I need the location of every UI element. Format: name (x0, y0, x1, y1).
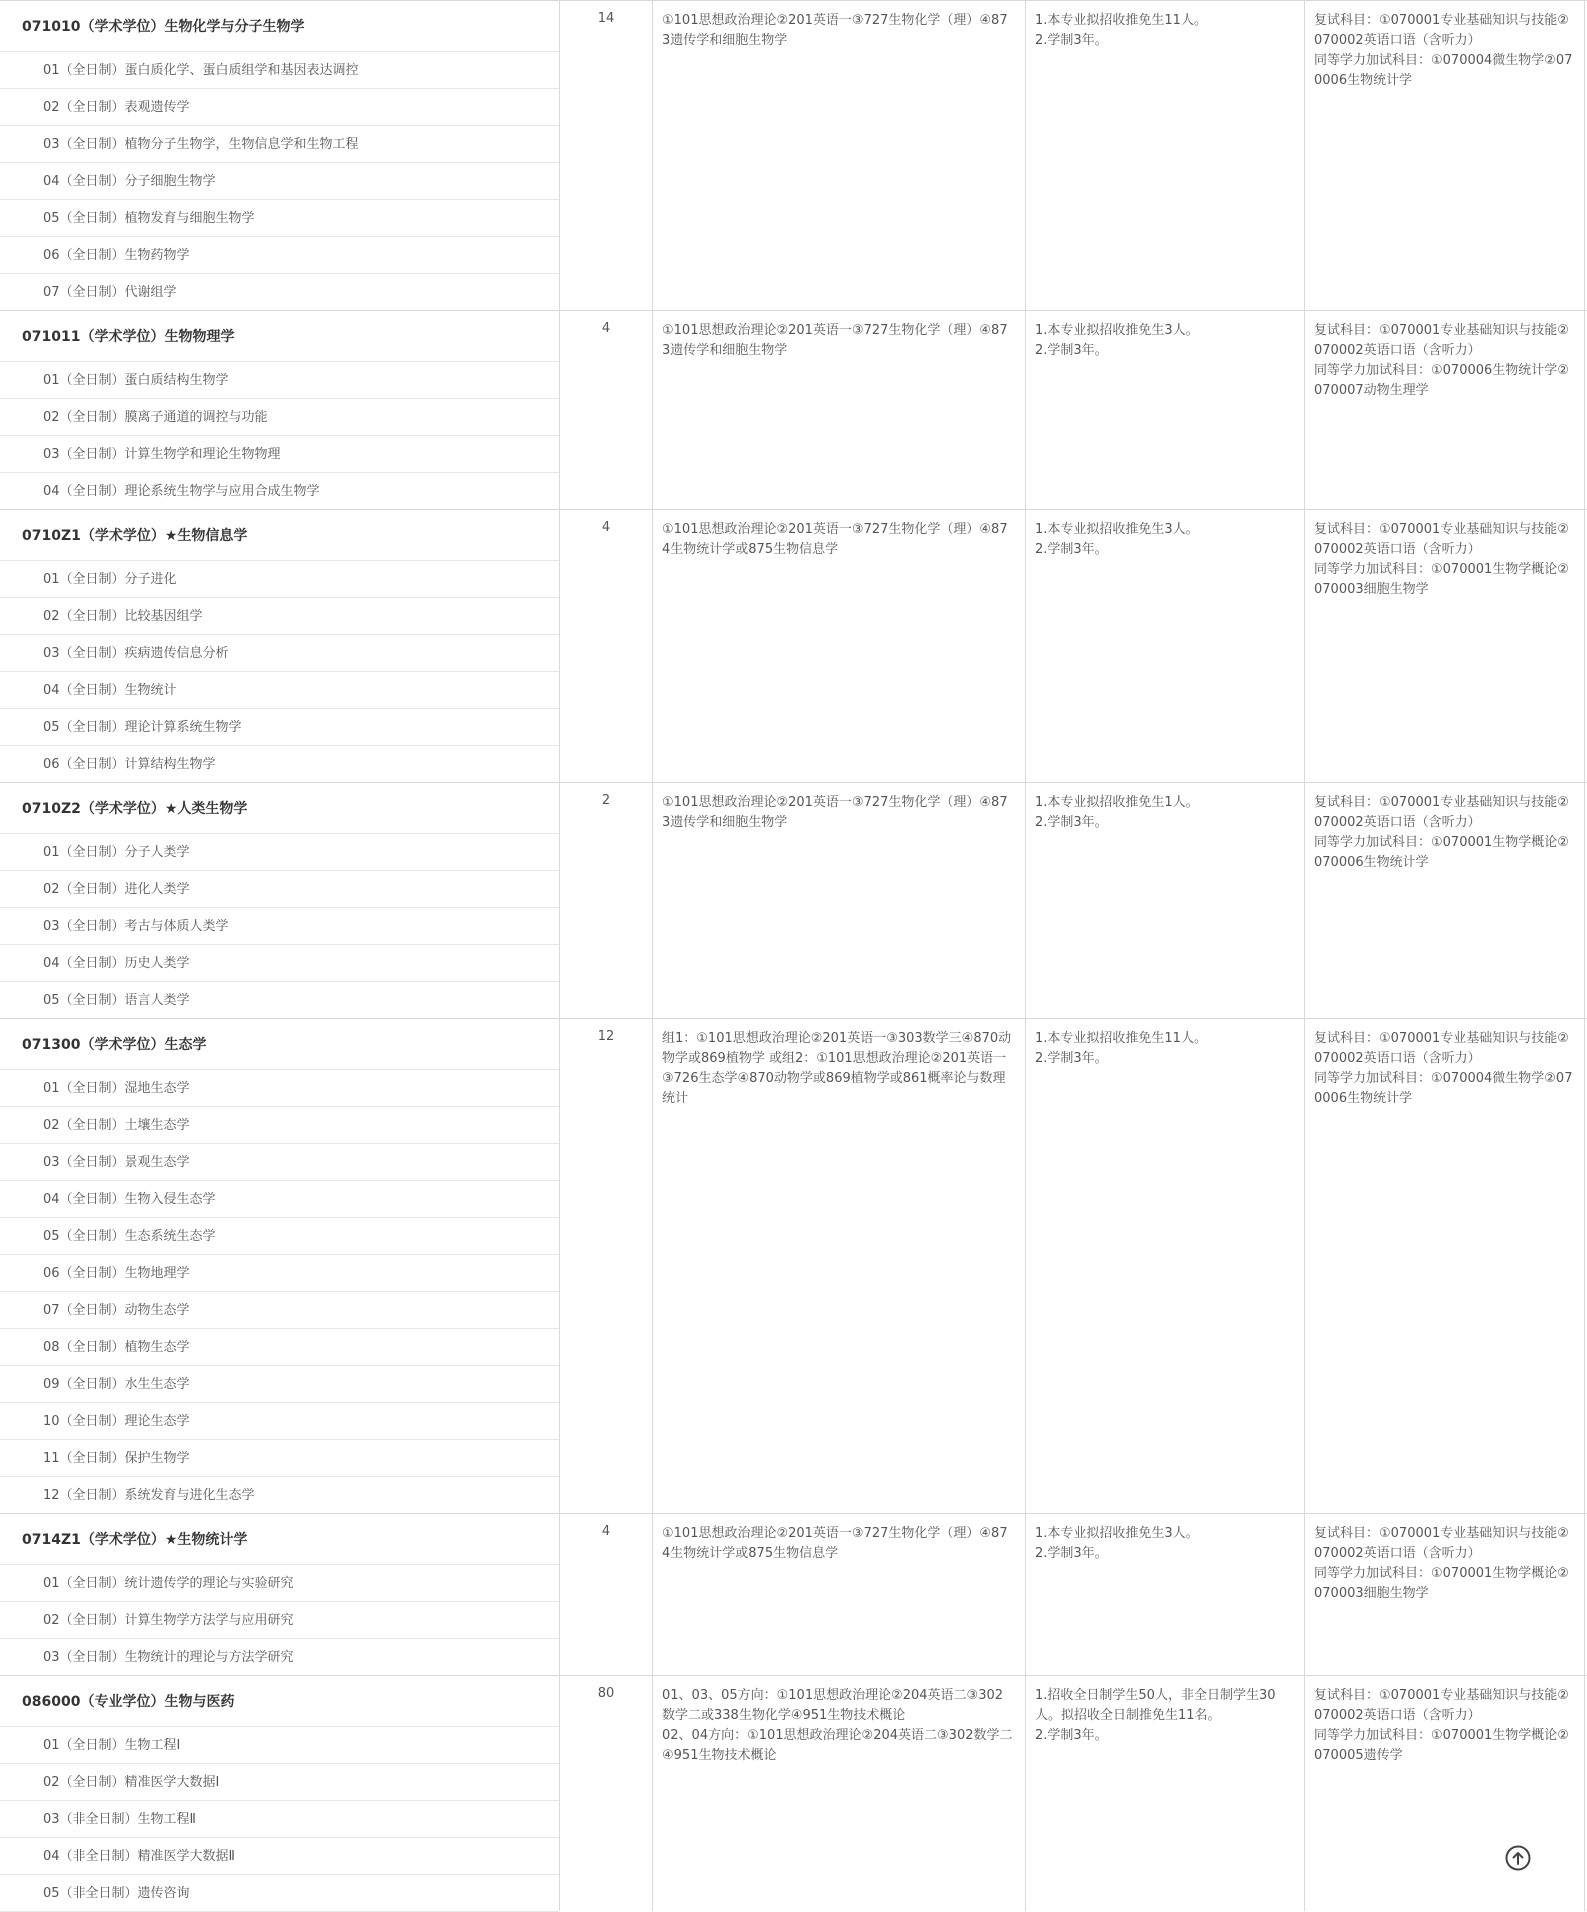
research-direction: 03（非全日制）生物工程Ⅱ (0, 1801, 559, 1838)
exam-subjects (653, 783, 1025, 833)
retest-line: 同等学力加试科目：①070001生物学概论②070006生物统计学 (1314, 835, 1569, 870)
quota-count: 4 (601, 1524, 611, 1539)
exam-subjects (653, 1, 1025, 51)
retest-line: 同等学力加试科目：①070001生物学概论②070003细胞生物学 (1314, 1566, 1569, 1601)
retest-line: 复试科目：①070001专业基础知识与技能②070002英语口语（含听力） (1314, 323, 1569, 358)
research-direction: 06（全日制）生物地理学 (0, 1255, 559, 1292)
table-right-border (1584, 510, 1585, 782)
note-line: 2.学制3年。 (1035, 1546, 1108, 1561)
quota-cell (560, 510, 653, 782)
exam-line: 02、04方向：①101思想政治理论②204英语二③302数学二④951生物技术概论 (662, 1728, 1013, 1763)
research-direction: 02（全日制）膜离子通道的调控与功能 (0, 399, 559, 436)
major-cell (0, 311, 560, 509)
major-cell (0, 1514, 560, 1675)
table-section (0, 1675, 1587, 1911)
note-line: 1.本专业拟招收推免生11人。 (1035, 1031, 1207, 1046)
table-section (0, 1018, 1587, 1513)
research-direction: 09（全日制）水生生态学 (0, 1366, 559, 1403)
table-section (0, 509, 1587, 782)
research-direction: 01（全日制）湿地生态学 (0, 1070, 559, 1107)
retest-subjects (1305, 1019, 1587, 1109)
quota-cell (560, 783, 653, 1018)
research-direction: 06（全日制）计算结构生物学 (0, 746, 559, 783)
table-right-border (1584, 1019, 1585, 1513)
quota-count: 14 (597, 11, 615, 26)
notes-text (1026, 783, 1304, 833)
note-line: 1.招收全日制学生50人，非全日制学生30人。拟招收全日制推免生11名。 (1035, 1688, 1276, 1723)
note-line: 2.学制3年。 (1035, 542, 1108, 557)
notes-cell (1026, 510, 1305, 782)
retest-line: 同等学力加试科目：①070001生物学概论②070005遗传学 (1314, 1728, 1569, 1763)
table-right-border (1584, 1514, 1585, 1675)
table-section (0, 310, 1587, 509)
research-direction: 05（全日制）生态系统生态学 (0, 1218, 559, 1255)
research-direction: 04（全日制）生物统计 (0, 672, 559, 709)
research-direction: 03（全日制）植物分子生物学，生物信息学和生物工程 (0, 126, 559, 163)
exam-cell (653, 510, 1026, 782)
notes-cell (1026, 1019, 1305, 1513)
table-right-border (1584, 783, 1585, 1018)
quota-cell (560, 311, 653, 509)
research-direction: 11（全日制）保护生物学 (0, 1440, 559, 1477)
quota-count: 2 (601, 793, 611, 808)
exam-line: ①101思想政治理论②201英语一③727生物化学（理）④873遗传学和细胞生物学 (662, 323, 1008, 358)
research-direction: 03（全日制）计算生物学和理论生物物理 (0, 436, 559, 473)
exam-line: ①101思想政治理论②201英语一③727生物化学（理）④874生物统计学或875生物信息学 (662, 522, 1008, 557)
retest-subjects (1305, 311, 1587, 401)
major-cell (0, 1676, 560, 1911)
notes-text (1026, 1676, 1304, 1746)
retest-subjects (1305, 510, 1587, 600)
research-direction: 04（全日制）生物入侵生态学 (0, 1181, 559, 1218)
quota-count: 4 (601, 520, 611, 535)
exam-subjects (653, 1019, 1025, 1109)
research-direction: 02（全日制）比较基因组学 (0, 598, 559, 635)
major-heading: 071300（学术学位）生态学 (0, 1019, 559, 1070)
major-cell (0, 1019, 560, 1513)
major-heading: 071011（学术学位）生物物理学 (0, 311, 559, 362)
major-heading: 0714Z1（学术学位）★生物统计学 (0, 1514, 559, 1565)
exam-subjects (653, 311, 1025, 361)
research-direction: 01（全日制）分子进化 (0, 561, 559, 598)
research-direction: 07（全日制）代谢组学 (0, 274, 559, 311)
exam-cell (653, 783, 1026, 1018)
note-line: 2.学制3年。 (1035, 815, 1108, 830)
research-direction: 01（全日制）蛋白质结构生物学 (0, 362, 559, 399)
retest-cell (1305, 1676, 1587, 1911)
retest-line: 复试科目：①070001专业基础知识与技能②070002英语口语（含听力） (1314, 1688, 1569, 1723)
notes-text (1026, 1, 1304, 51)
research-direction: 03（全日制）景观生态学 (0, 1144, 559, 1181)
notes-text (1026, 1514, 1304, 1564)
research-direction: 03（全日制）疾病遗传信息分析 (0, 635, 559, 672)
notes-text (1026, 1019, 1304, 1069)
exam-cell (653, 1514, 1026, 1675)
research-direction: 04（全日制）分子细胞生物学 (0, 163, 559, 200)
research-direction: 02（全日制）计算生物学方法学与应用研究 (0, 1602, 559, 1639)
research-direction: 06（全日制）生物药物学 (0, 237, 559, 274)
exam-subjects (653, 1676, 1025, 1766)
research-direction: 05（全日制）语言人类学 (0, 982, 559, 1019)
major-cell (0, 783, 560, 1018)
exam-subjects (653, 1514, 1025, 1564)
table-section (0, 782, 1587, 1018)
exam-line: 01、03、05方向：①101思想政治理论②204英语二③302数学二或338生物化学④951生物技术概论 (662, 1688, 1004, 1723)
research-direction: 01（全日制）统计遗传学的理论与实验研究 (0, 1565, 559, 1602)
note-line: 1.本专业拟招收推免生11人。 (1035, 13, 1207, 28)
note-line: 2.学制3年。 (1035, 1051, 1108, 1066)
retest-line: 同等学力加试科目：①070006生物统计学②070007动物生理学 (1314, 363, 1569, 398)
retest-subjects (1305, 783, 1587, 873)
notes-cell (1026, 783, 1305, 1018)
exam-line: ①101思想政治理论②201英语一③727生物化学（理）④873遗传学和细胞生物学 (662, 13, 1008, 48)
notes-cell (1026, 311, 1305, 509)
notes-cell (1026, 1676, 1305, 1911)
research-direction: 04（全日制）历史人类学 (0, 945, 559, 982)
note-line: 2.学制3年。 (1035, 343, 1108, 358)
retest-line: 同等学力加试科目：①070004微生物学②070006生物统计学 (1314, 1071, 1573, 1106)
retest-cell (1305, 783, 1587, 1018)
quota-count: 4 (601, 321, 611, 336)
major-heading: 071010（学术学位）生物化学与分子生物学 (0, 1, 559, 52)
research-direction: 02（全日制）精准医学大数据Ⅰ (0, 1764, 559, 1801)
exam-cell (653, 1, 1026, 310)
research-direction: 12（全日制）系统发育与进化生态学 (0, 1477, 559, 1514)
major-heading: 0710Z1（学术学位）★生物信息学 (0, 510, 559, 561)
retest-cell (1305, 1, 1587, 310)
retest-line: 复试科目：①070001专业基础知识与技能②070002英语口语（含听力） (1314, 13, 1569, 48)
retest-line: 同等学力加试科目：①070001生物学概论②070003细胞生物学 (1314, 562, 1569, 597)
research-direction: 07（全日制）动物生态学 (0, 1292, 559, 1329)
retest-subjects (1305, 1, 1587, 91)
major-heading: 0710Z2（学术学位）★人类生物学 (0, 783, 559, 834)
retest-subjects (1305, 1514, 1587, 1604)
quota-cell (560, 1514, 653, 1675)
quota-count: 12 (597, 1029, 615, 1044)
research-direction: 01（全日制）蛋白质化学、蛋白质组学和基因表达调控 (0, 52, 559, 89)
note-line: 1.本专业拟招收推免生3人。 (1035, 323, 1199, 338)
table-section (0, 1513, 1587, 1675)
research-direction: 04（非全日制）精准医学大数据Ⅱ (0, 1838, 559, 1875)
retest-line: 同等学力加试科目：①070004微生物学②070006生物统计学 (1314, 53, 1573, 88)
exam-cell (653, 311, 1026, 509)
exam-line: ①101思想政治理论②201英语一③727生物化学（理）④873遗传学和细胞生物学 (662, 795, 1008, 830)
quota-count: 80 (597, 1686, 615, 1701)
exam-line: ①101思想政治理论②201英语一③727生物化学（理）④874生物统计学或875生物信息学 (662, 1526, 1008, 1561)
research-direction: 08（全日制）植物生态学 (0, 1329, 559, 1366)
exam-subjects (653, 510, 1025, 560)
research-direction: 02（全日制）进化人类学 (0, 871, 559, 908)
major-cell (0, 510, 560, 782)
notes-text (1026, 510, 1304, 560)
table-right-border (1584, 1, 1585, 310)
retest-subjects (1305, 1676, 1587, 1766)
research-direction: 01（全日制）分子人类学 (0, 834, 559, 871)
retest-cell (1305, 510, 1587, 782)
notes-text (1026, 311, 1304, 361)
research-direction: 04（全日制）理论系统生物学与应用合成生物学 (0, 473, 559, 510)
exam-cell (653, 1676, 1026, 1911)
research-direction: 02（全日制）土壤生态学 (0, 1107, 559, 1144)
table-right-border (1584, 1676, 1585, 1911)
exam-line: 组1：①101思想政治理论②201英语一③303数学三④870动物学或869植物学 或组2：①101思想政治理论②201英语一③726生态学④870动物学或869植物学或861概率论与数理统计 (662, 1031, 1012, 1106)
note-line: 1.本专业拟招收推免生3人。 (1035, 1526, 1199, 1541)
note-line: 1.本专业拟招收推免生3人。 (1035, 522, 1199, 537)
quota-cell (560, 1, 653, 310)
table-right-border (1584, 311, 1585, 509)
retest-cell (1305, 1514, 1587, 1675)
exam-cell (653, 1019, 1026, 1513)
retest-line: 复试科目：①070001专业基础知识与技能②070002英语口语（含听力） (1314, 795, 1569, 830)
retest-cell (1305, 311, 1587, 509)
research-direction: 05（非全日制）遗传咨询 (0, 1875, 559, 1912)
quota-cell (560, 1019, 653, 1513)
retest-line: 复试科目：①070001专业基础知识与技能②070002英语口语（含听力） (1314, 522, 1569, 557)
note-line: 2.学制3年。 (1035, 33, 1108, 48)
retest-cell (1305, 1019, 1587, 1513)
research-direction: 03（全日制）生物统计的理论与方法学研究 (0, 1639, 559, 1676)
retest-line: 复试科目：①070001专业基础知识与技能②070002英语口语（含听力） (1314, 1031, 1569, 1066)
notes-cell (1026, 1514, 1305, 1675)
research-direction: 02（全日制）表观遗传学 (0, 89, 559, 126)
back-to-top-button[interactable] (1505, 1845, 1531, 1871)
research-direction: 05（全日制）植物发育与细胞生物学 (0, 200, 559, 237)
major-heading: 086000（专业学位）生物与医药 (0, 1676, 559, 1727)
research-direction: 03（全日制）考古与体质人类学 (0, 908, 559, 945)
retest-line: 复试科目：①070001专业基础知识与技能②070002英语口语（含听力） (1314, 1526, 1569, 1561)
note-line: 2.学制3年。 (1035, 1728, 1108, 1743)
research-direction: 01（全日制）生物工程Ⅰ (0, 1727, 559, 1764)
quota-cell (560, 1676, 653, 1911)
table-section (0, 0, 1587, 310)
note-line: 1.本专业拟招收推免生1人。 (1035, 795, 1199, 810)
research-direction: 05（全日制）理论计算系统生物学 (0, 709, 559, 746)
notes-cell (1026, 1, 1305, 310)
research-direction: 10（全日制）理论生态学 (0, 1403, 559, 1440)
major-cell (0, 1, 560, 310)
arrow-up-circle-icon (1505, 1845, 1531, 1871)
